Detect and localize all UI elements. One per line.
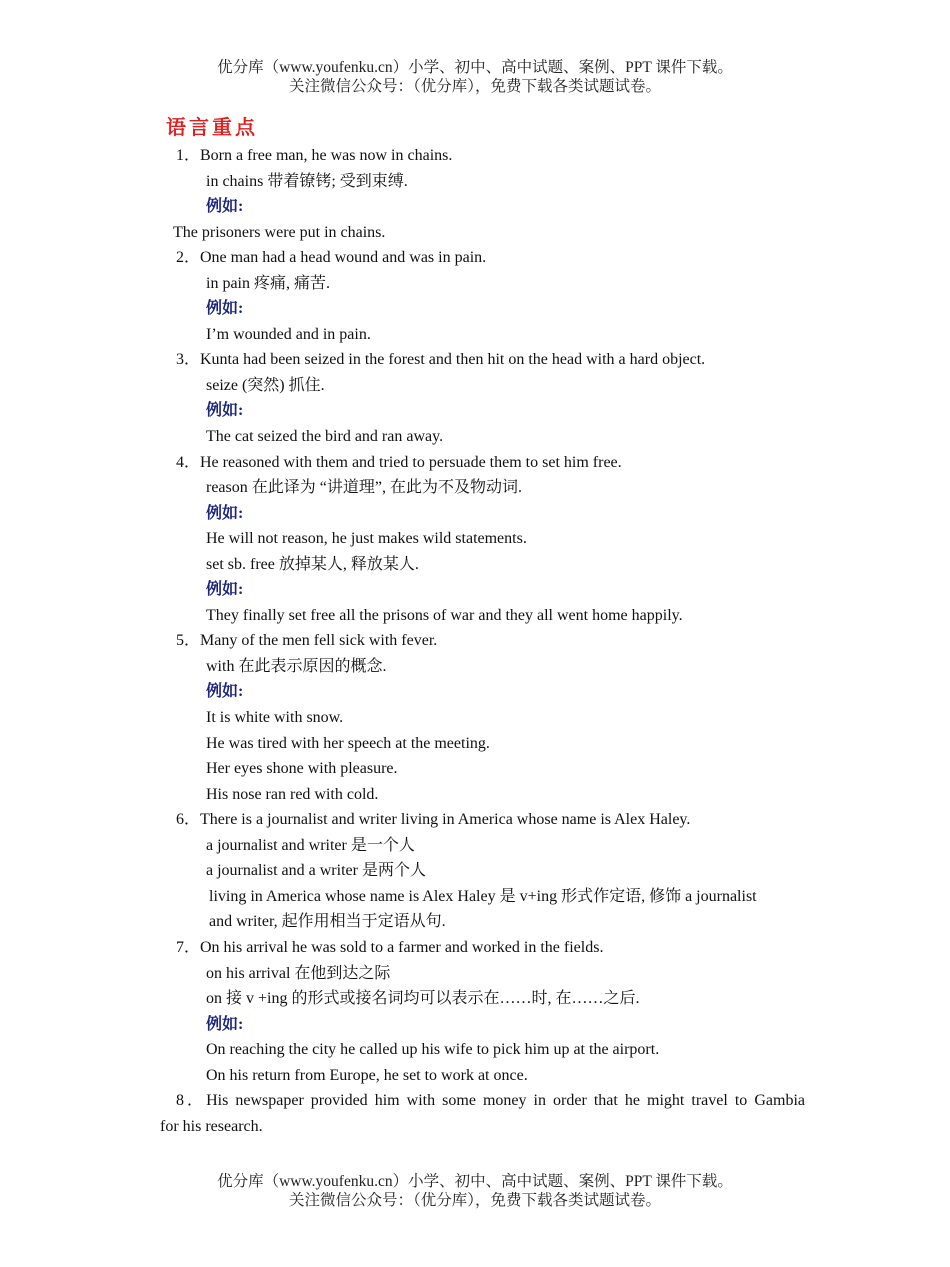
item-4-note-1: reason 在此译为 “讲道理”, 在此为不及物动词.: [206, 479, 522, 497]
page-footer: [0, 1172, 950, 1210]
page-header: [0, 58, 950, 96]
footer-line-2: 关注微信公众号：（优分库），免费下载各类试题试卷。: [288, 1192, 661, 1209]
item-7-note-1: on his arrival 在他到达之际: [206, 964, 391, 982]
item-4-example-2: They finally set free all the prisons of war and they all went home happily.: [206, 606, 683, 624]
item-7-example: On his return from Europe, he set to work at once.: [206, 1066, 528, 1084]
example-label: 例如:: [206, 683, 244, 701]
item-6-note-3a: living in America whose name is Alex Haley 是 v+ing 形式作定语, 修饰 a journalist: [209, 887, 757, 905]
section-title: 语言重点: [166, 115, 258, 139]
item-2-sentence: 2．One man had a head wound and was in pain.: [176, 249, 487, 267]
item-4-sentence: 4．He reasoned with them and tried to persuade them to set him free.: [176, 453, 622, 471]
item-1-note: in chains 带着镣铐; 受到束缚.: [206, 172, 408, 190]
item-7-example: On reaching the city he called up his wife to pick him up at the airport.: [206, 1041, 660, 1059]
item-3-note: seize (突然) 抓住.: [206, 376, 325, 394]
item-5-example: It is white with snow.: [206, 709, 344, 727]
item-5-note: with 在此表示原因的概念.: [206, 657, 387, 675]
item-7-sentence: 7．On his arrival he was sold to a farmer and worked in the fields.: [176, 938, 604, 956]
document-body: [160, 143, 805, 1139]
item-2-note: in pain 疼痛, 痛苦.: [206, 274, 330, 292]
item-8-sentence-b: for his research.: [160, 1117, 263, 1135]
item-7-note-2: on 接 v +ing 的形式或接名词均可以表示在……时, 在……之后.: [206, 990, 640, 1008]
item-5-example: His nose ran red with cold.: [206, 785, 379, 803]
item-2-example: I’m wounded and in pain.: [206, 325, 371, 343]
item-6-note-3b: and writer, 起作用相当于定语从句.: [209, 913, 446, 931]
item-6-sentence: 6．There is a journalist and writer living in America whose name is Alex Haley.: [176, 811, 691, 829]
item-6-note-1: a journalist and writer 是一个人: [206, 836, 415, 854]
item-3-sentence: 3．Kunta had been seized in the forest and then hit on the head with a hard object.: [176, 351, 706, 369]
example-label: 例如:: [206, 300, 244, 318]
header-line-1: 优分库（www.youfenku.cn）小学、初中、高中试题、案例、PPT 课件下载。: [217, 59, 733, 76]
example-label: 例如:: [206, 402, 244, 420]
item-5-example: Her eyes shone with pleasure.: [206, 760, 398, 778]
item-5-sentence: 5．Many of the men fell sick with fever.: [176, 632, 438, 650]
item-8-sentence-a: 8．His newspaper provided him with some money in order that he might travel to Gambia: [176, 1092, 805, 1110]
item-4-example-1: He will not reason, he just makes wild statements.: [206, 530, 527, 548]
item-1-example: The prisoners were put in chains.: [173, 223, 386, 241]
item-1-sentence: 1．Born a free man, he was now in chains.: [176, 147, 453, 164]
item-6-note-2: a journalist and a writer 是两个人: [206, 862, 426, 880]
example-label: 例如:: [206, 504, 244, 522]
example-label: 例如:: [206, 1015, 244, 1033]
footer-line-1: 优分库（www.youfenku.cn）小学、初中、高中试题、案例、PPT 课件下载。: [217, 1173, 733, 1190]
item-3-example: The cat seized the bird and ran away.: [206, 428, 444, 446]
example-label: 例如:: [206, 198, 244, 216]
item-4-note-2: set sb. free 放掉某人, 释放某人.: [206, 555, 419, 573]
item-5-example: He was tired with her speech at the meeting.: [206, 734, 490, 752]
header-line-2: 关注微信公众号：（优分库），免费下载各类试题试卷。: [288, 78, 661, 95]
example-label: 例如:: [206, 581, 244, 599]
